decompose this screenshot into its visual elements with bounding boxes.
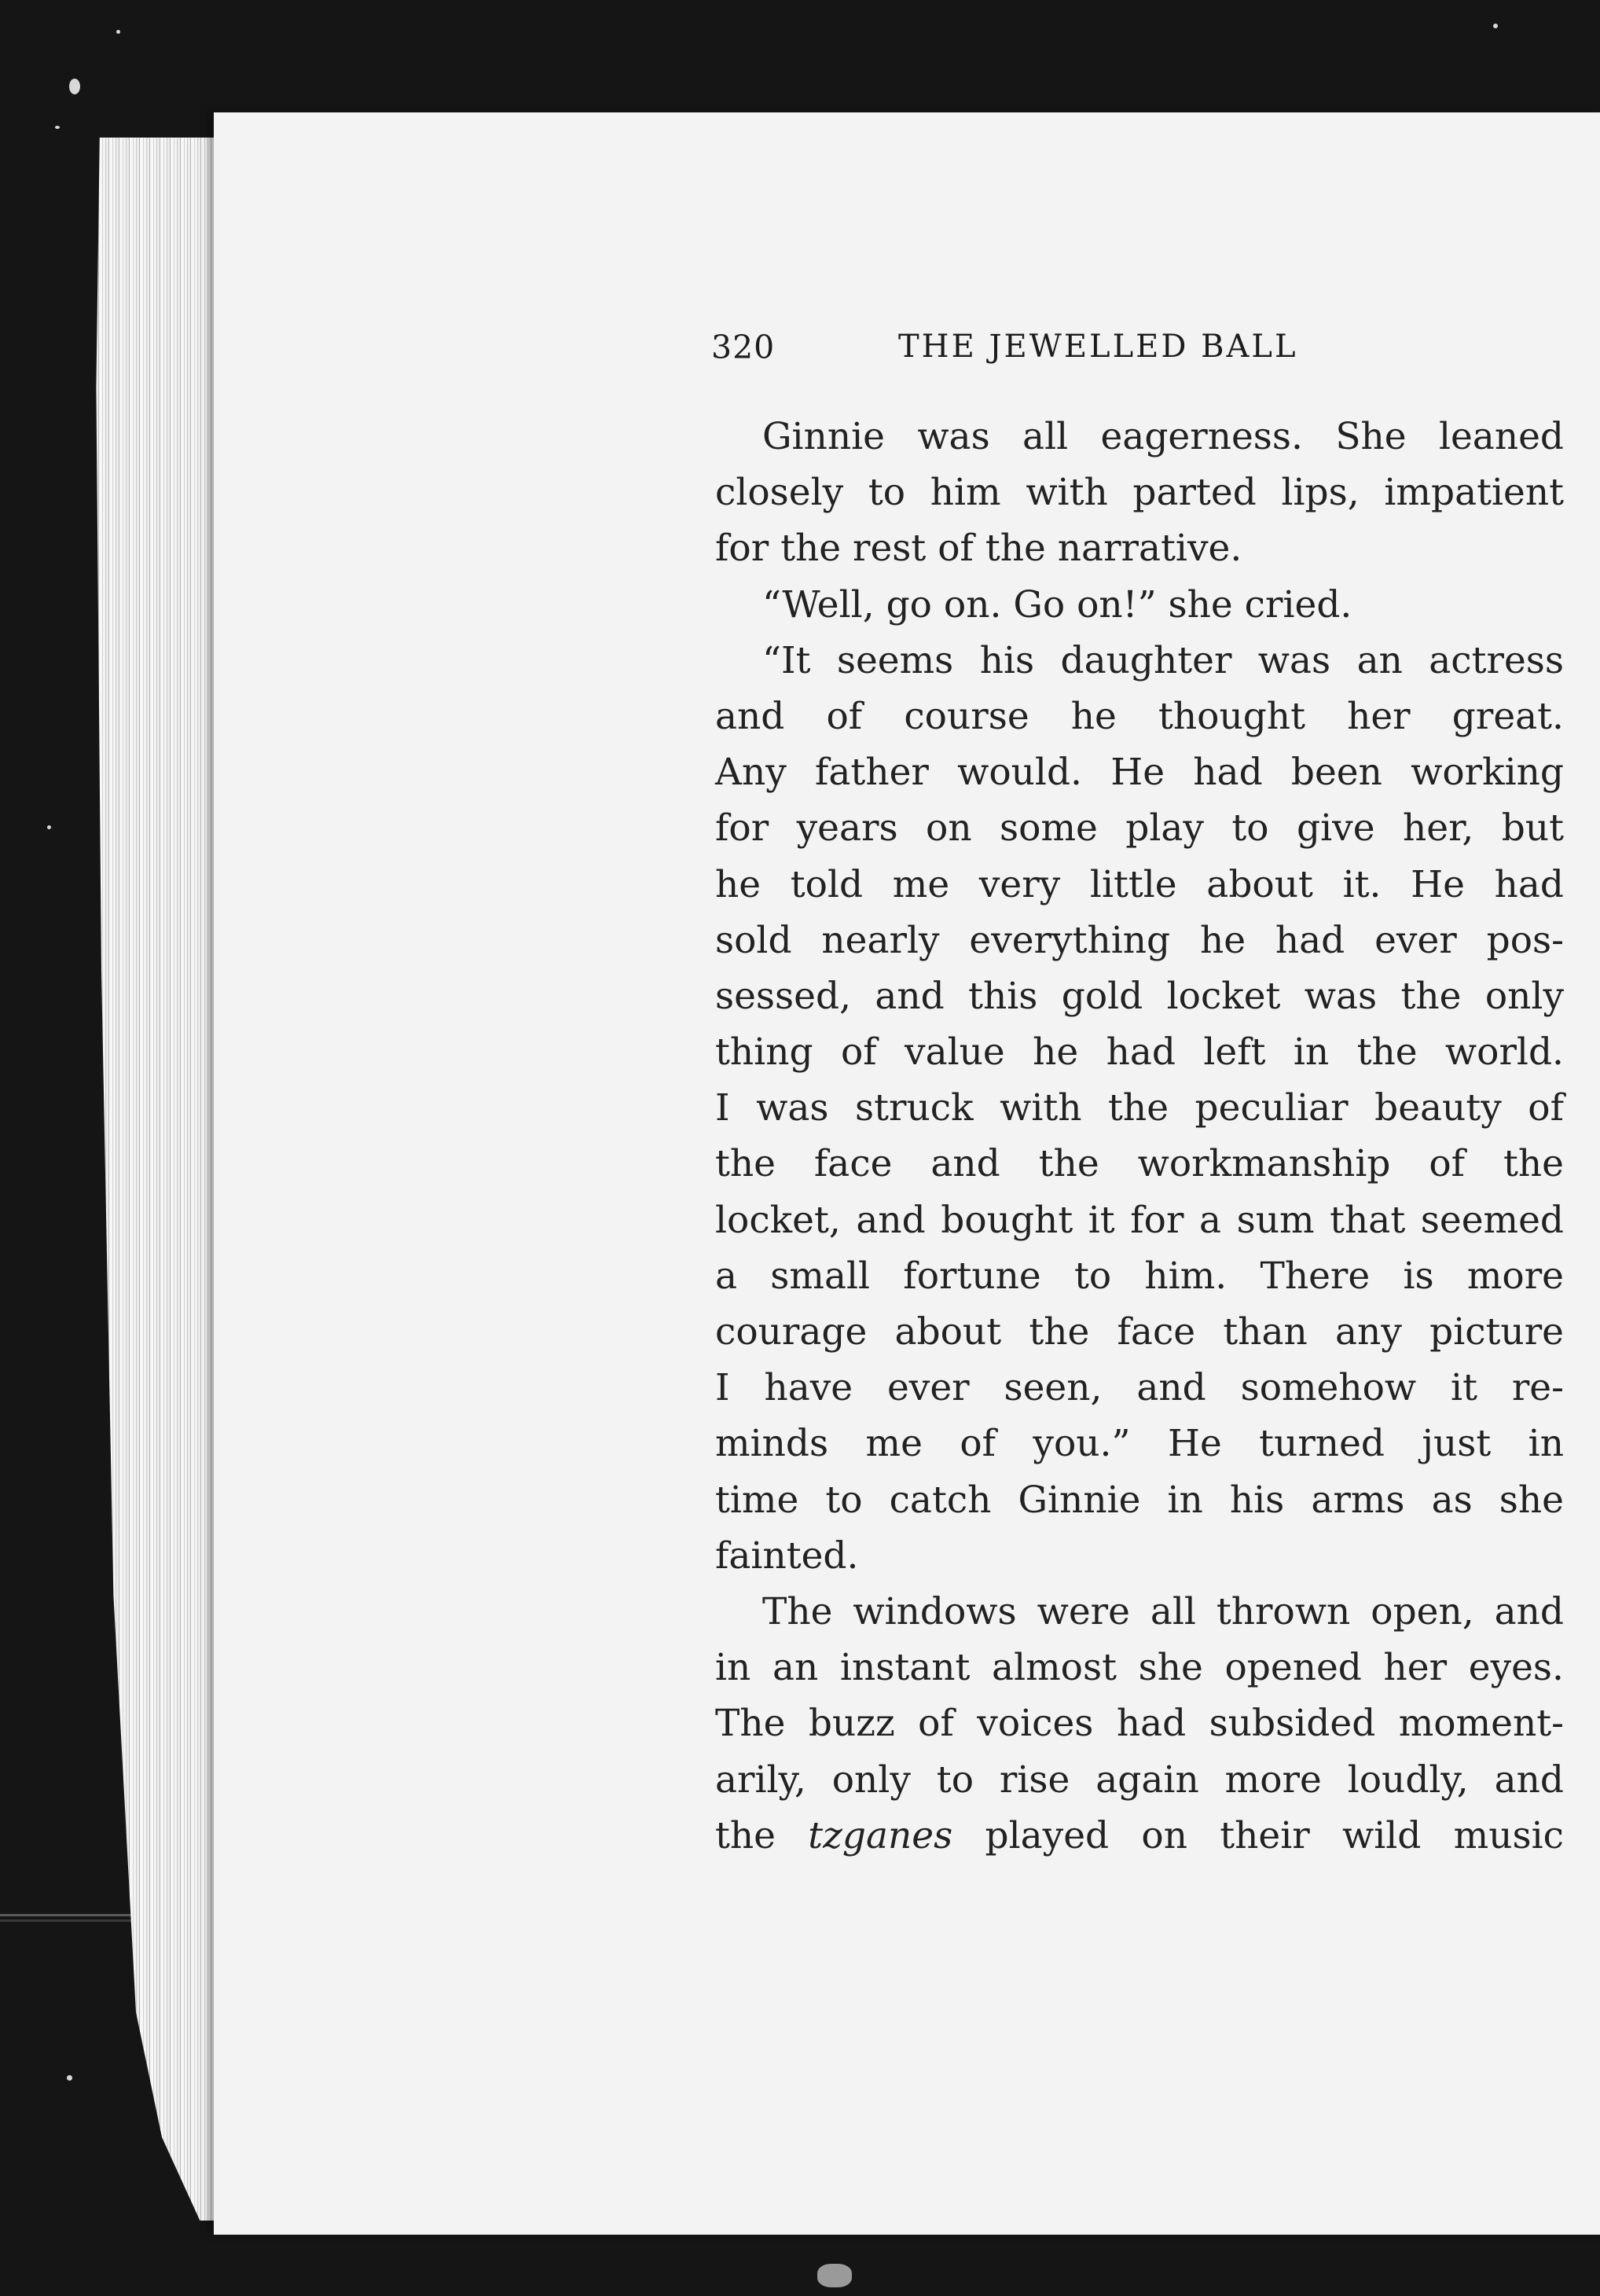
text-fragment: the — [715, 1813, 809, 1857]
text-line: courage about the face than any picture — [715, 1310, 1564, 1354]
dust-speck — [47, 825, 51, 829]
dust-speck — [69, 79, 80, 94]
page-number: 320 — [711, 329, 776, 366]
text-line: and of course he thought her great. — [715, 694, 1564, 738]
text-line: closely to him with parted lips, impatient — [715, 471, 1564, 515]
text-line: fainted. — [715, 1534, 859, 1578]
chapter-running-title: THE JEWELLED BALL — [898, 329, 1298, 365]
text-line: for years on some play to give her, but — [715, 806, 1564, 850]
text-line: locket, and bought it for a sum that seemed — [715, 1198, 1564, 1242]
text-line: a small fortune to him. There is more — [715, 1254, 1564, 1298]
text-line: for the rest of the narrative. — [715, 527, 1242, 571]
scan-smudge — [817, 2264, 852, 2287]
text-line: I was struck with the peculiar beauty of — [715, 1086, 1564, 1130]
text-line: he told me very little about it. He had — [715, 862, 1564, 906]
text-line: Ginnie was all eagerness. She leaned — [762, 415, 1564, 458]
text-line: the face and the workmanship of the — [715, 1142, 1564, 1186]
text-line: time to catch Ginnie in his arms as she — [715, 1478, 1564, 1522]
text-line: sold nearly everything he had ever pos- — [715, 918, 1564, 962]
text-line: The buzz of voices had subsided moment- — [715, 1702, 1564, 1746]
text-line: thing of value he had left in the world. — [715, 1030, 1564, 1075]
text-line — [715, 1808, 1564, 1864]
dust-speck — [116, 30, 120, 34]
text-fragment: played on their wild music — [952, 1813, 1564, 1857]
text-line: “It seems his daughter was an actress — [762, 638, 1564, 682]
text-line: Any father would. He had been working — [715, 751, 1564, 795]
dust-speck — [1493, 24, 1498, 28]
text-line: I have ever seen, and somehow it re- — [715, 1366, 1564, 1410]
text-line: in an instant almost she opened her eyes. — [715, 1646, 1564, 1690]
text-line: The windows were all thrown open, and — [762, 1589, 1564, 1633]
text-line: sessed, and this gold locket was the only — [715, 974, 1564, 1018]
body-text — [715, 409, 1564, 1864]
dust-speck — [55, 126, 60, 129]
dust-speck — [67, 2075, 72, 2081]
text-line: minds me of you.” He turned just in — [715, 1422, 1564, 1466]
running-head — [711, 329, 1371, 384]
italic-word: tzganes — [808, 1813, 953, 1857]
text-line: “Well, go on. Go on!” she cried. — [762, 582, 1352, 626]
text-line: arily, only to rise again more loudly, and — [715, 1758, 1564, 1802]
